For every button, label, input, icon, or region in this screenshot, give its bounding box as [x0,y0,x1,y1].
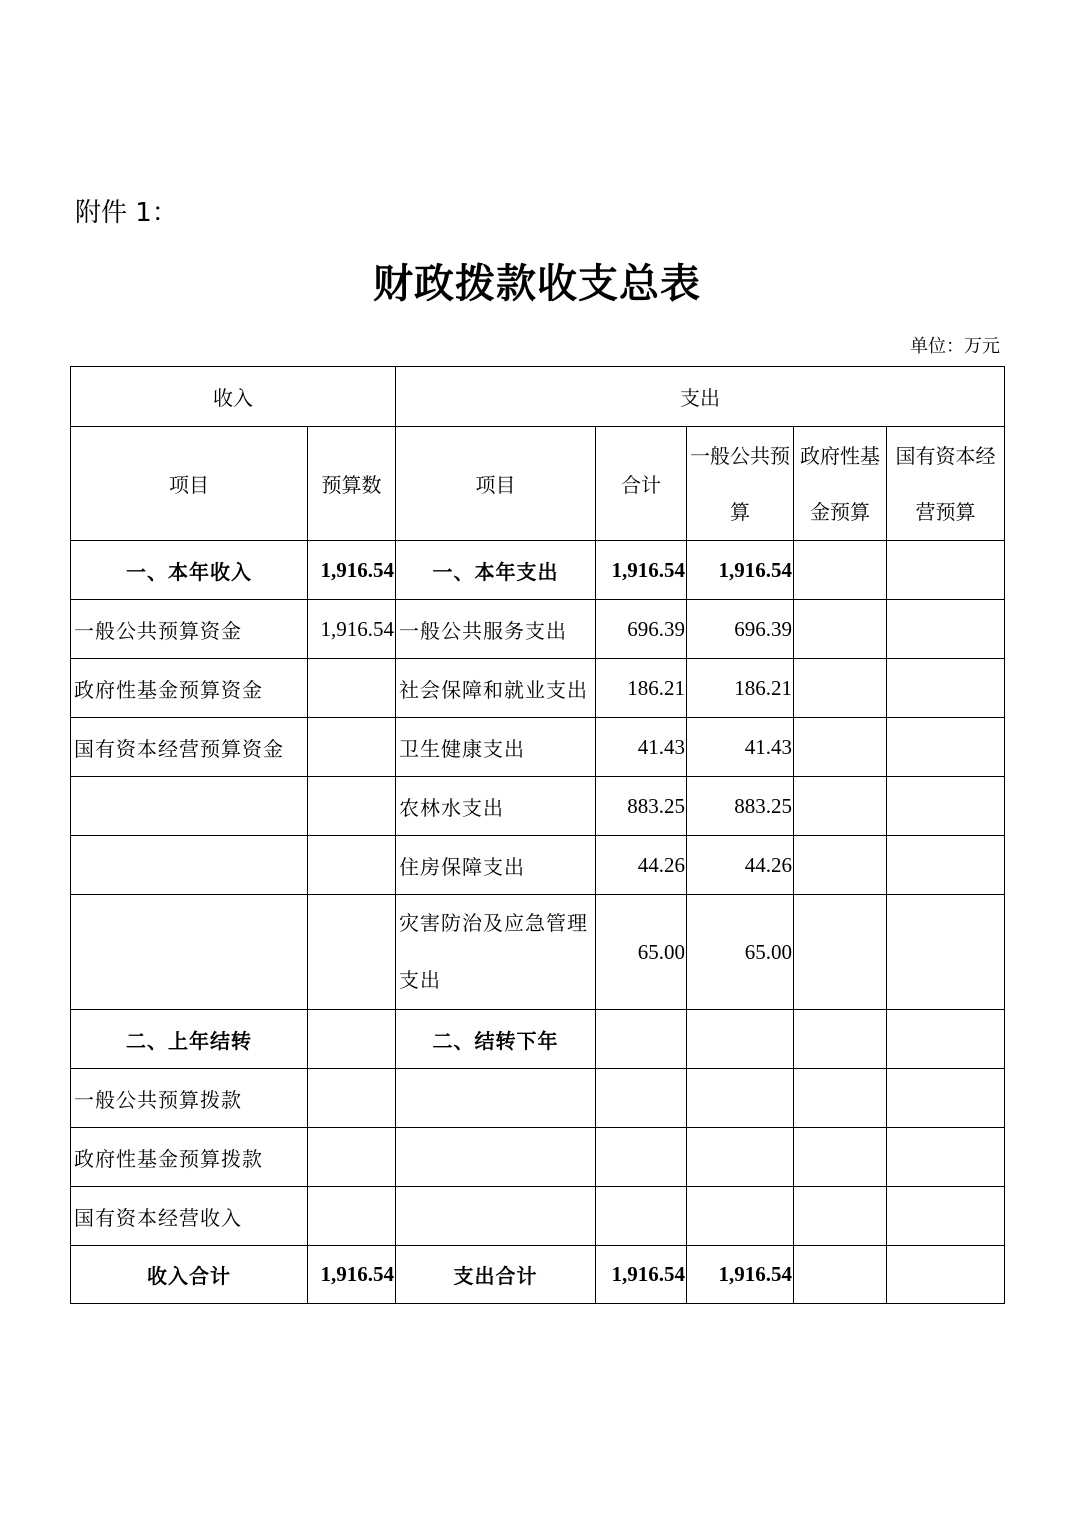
table-row [71,600,1005,659]
income-amount [308,1010,396,1069]
general-amount [687,1128,794,1187]
income-amount [308,718,396,777]
table-row [71,1128,1005,1187]
col-income-budget: 预算数 [308,427,396,541]
state-amount [887,836,1005,895]
state-amount [887,1246,1005,1304]
income-amount [308,1187,396,1246]
expense-item: 卫生健康支出 [396,718,596,777]
income-amount: 1,916.54 [308,1246,396,1304]
table-row [71,777,1005,836]
col-expense-item: 项目 [396,427,596,541]
state-amount [887,1010,1005,1069]
expense-item: 社会保障和就业支出 [396,659,596,718]
state-amount [887,1069,1005,1128]
total-amount [596,1010,687,1069]
general-amount: 65.00 [687,895,794,1010]
expense-item [396,1187,596,1246]
col-state-capital-budget: 国有资本经营预算 [887,427,1005,541]
income-amount [308,1128,396,1187]
income-item: 政府性基金预算资金 [71,659,308,718]
general-amount: 1,916.54 [687,1246,794,1304]
total-amount: 883.25 [596,777,687,836]
expense-item: 住房保障支出 [396,836,596,895]
table-row [71,1010,1005,1069]
table-row [71,541,1005,600]
income-amount [308,895,396,1010]
income-amount [308,659,396,718]
fund-amount [794,1128,887,1187]
expense-item: 一、本年支出 [396,541,596,600]
expense-item: 支出合计 [396,1246,596,1304]
state-amount [887,777,1005,836]
income-item [71,777,308,836]
table-row [71,1069,1005,1128]
fund-amount [794,541,887,600]
state-amount [887,718,1005,777]
total-amount: 1,916.54 [596,541,687,600]
income-item: 一般公共预算拨款 [71,1069,308,1128]
col-fund-budget: 政府性基金预算 [794,427,887,541]
expense-item: 农林水支出 [396,777,596,836]
income-amount: 1,916.54 [308,541,396,600]
total-amount: 44.26 [596,836,687,895]
general-amount [687,1187,794,1246]
general-amount: 41.43 [687,718,794,777]
income-item: 国有资本经营收入 [71,1187,308,1246]
total-amount [596,1069,687,1128]
income-amount [308,836,396,895]
general-amount: 186.21 [687,659,794,718]
general-amount: 696.39 [687,600,794,659]
fund-amount [794,1010,887,1069]
unit-label: 单位：万元 [910,336,1000,357]
income-item: 一、本年收入 [71,541,308,600]
income-item: 一般公共预算资金 [71,600,308,659]
state-amount [887,659,1005,718]
totals-row [71,1246,1005,1304]
state-amount [887,600,1005,659]
total-amount [596,1128,687,1187]
fund-amount [794,600,887,659]
fund-amount [794,777,887,836]
fund-amount [794,718,887,777]
income-amount [308,1069,396,1128]
general-amount: 1,916.54 [687,541,794,600]
general-amount [687,1069,794,1128]
header-row-1 [71,367,1005,427]
income-item [71,836,308,895]
income-item: 国有资本经营预算资金 [71,718,308,777]
table-row [71,718,1005,777]
attachment-label: 附件 1： [75,198,178,228]
budget-table [70,366,1005,1304]
general-amount: 44.26 [687,836,794,895]
table-row [71,836,1005,895]
fund-amount [794,1069,887,1128]
state-amount [887,1128,1005,1187]
page-title: 财政拨款收支总表 [373,260,701,307]
income-item: 收入合计 [71,1246,308,1304]
general-amount: 883.25 [687,777,794,836]
table-row [71,1187,1005,1246]
total-amount [596,1187,687,1246]
expense-header: 支出 [396,367,1005,427]
income-item: 二、上年结转 [71,1010,308,1069]
table-row [71,659,1005,718]
general-amount [687,1010,794,1069]
total-amount: 65.00 [596,895,687,1010]
total-amount: 186.21 [596,659,687,718]
state-amount [887,895,1005,1010]
income-item: 政府性基金预算拨款 [71,1128,308,1187]
fund-amount [794,659,887,718]
total-amount: 696.39 [596,600,687,659]
header-row-2 [71,427,1005,541]
income-amount: 1,916.54 [308,600,396,659]
state-amount [887,1187,1005,1246]
table-row [71,895,1005,1010]
expense-item [396,1128,596,1187]
income-amount [308,777,396,836]
total-amount: 41.43 [596,718,687,777]
fund-amount [794,836,887,895]
col-total: 合计 [596,427,687,541]
fund-amount [794,895,887,1010]
col-general-budget: 一般公共预算 [687,427,794,541]
income-header: 收入 [71,367,396,427]
total-amount: 1,916.54 [596,1246,687,1304]
fund-amount [794,1246,887,1304]
expense-item: 二、结转下年 [396,1010,596,1069]
expense-item: 灾害防治及应急管理支出 [396,895,596,1010]
expense-item: 一般公共服务支出 [396,600,596,659]
state-amount [887,541,1005,600]
income-item [71,895,308,1010]
fund-amount [794,1187,887,1246]
col-income-item: 项目 [71,427,308,541]
expense-item [396,1069,596,1128]
